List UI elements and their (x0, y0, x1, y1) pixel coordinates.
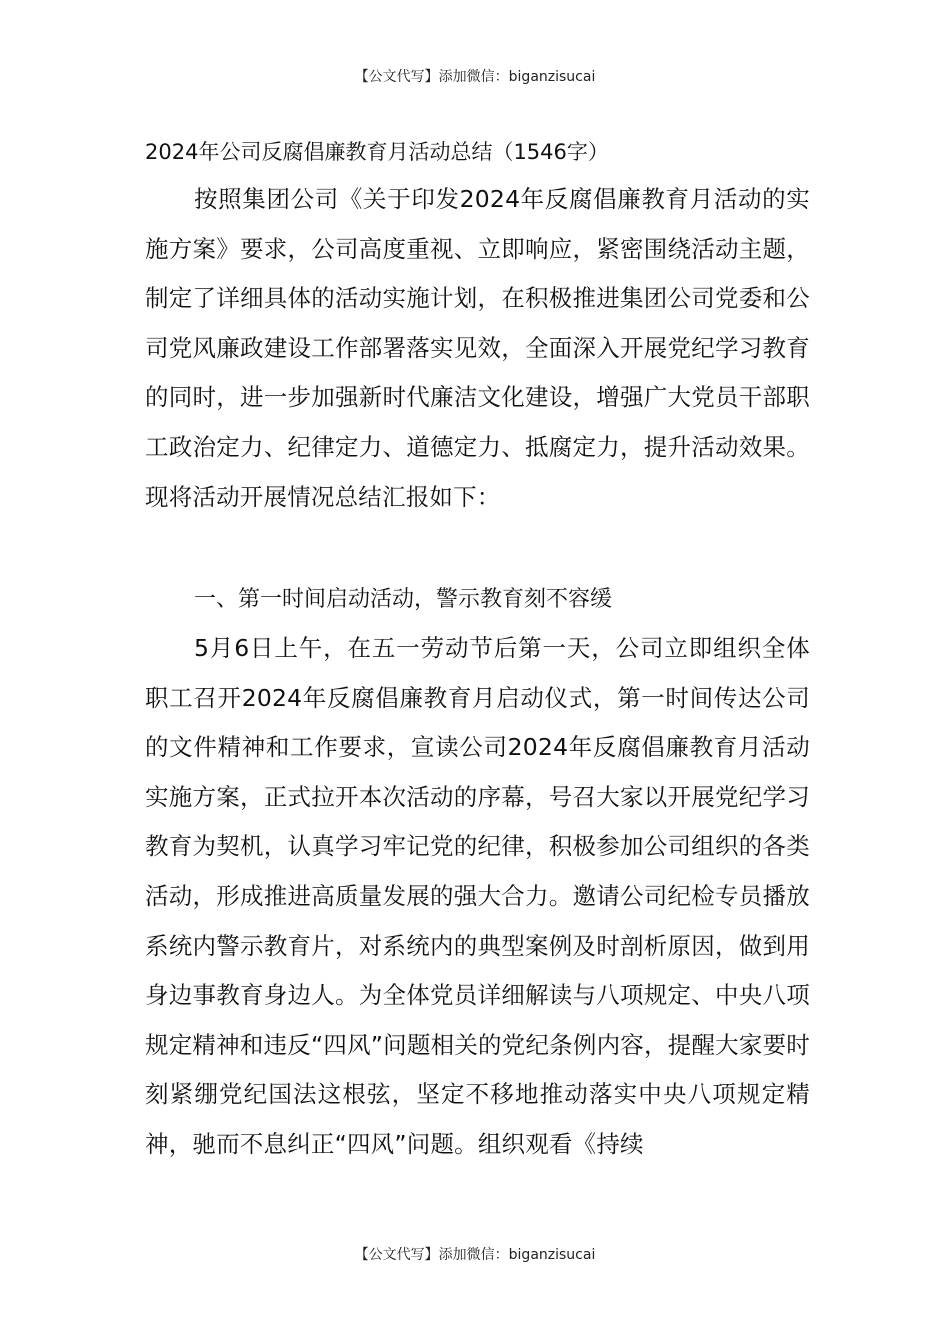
section-heading-1: 一、第一时间启动活动，警示教育刻不容缓 (194, 587, 613, 612)
intro-paragraph: 按照集团公司《关于印发2024年反腐倡廉教育月活动的实施方案》要求，公司高度重视、立即响应，紧密围绕活动主题，制定了详细具体的活动实施计划，在积极推进集团公司党委和公司党风廉政建设工作部署落实见效，全面深入开展党纪学习教育的同时，进一步加强新时代廉洁文化建设，增强广大党员干部职工政治定力、纪律定力、道德定力、抵腐定力，提升活动效果。现将活动开展情况总结汇报如下： (145, 185, 810, 511)
document-title: 2024年公司反腐倡廉教育月活动总结（1546字） (145, 140, 609, 164)
page-header: 【公文代写】添加微信：biganzisucai (354, 69, 596, 85)
section-1-paragraph: 5月6日上午，在五一劳动节后第一天，公司立即组织全体职工召开2024年反腐倡廉教育月启动仪式，第一时间传达公司的文件精神和工作要求，宣读公司2024年反腐倡廉教育月活动实施方案，正式拉开本次活动的序幕，号召大家以开展党纪学习教育为契机，认真学习牢记党的纪律，积极参加公司组织的各类活动，形成推进高质量发展的强大合力。邀请公司纪检专员播放系统内警示教育片，对系统内的典型案例及时剖析原因，做到用身边事教育身边人。为全体党员详细解读与八项规定、中央八项规定精神和违反“四风”问题相关的党纪条例内容，提醒大家要时刻紧绷党纪国法这根弦，坚定不移地推动落实中央八项规定精神，驰而不息纠正“四风”问题。组织观看《持续 (145, 634, 810, 1158)
page-footer: 【公文代写】添加微信：biganzisucai (354, 1247, 596, 1263)
